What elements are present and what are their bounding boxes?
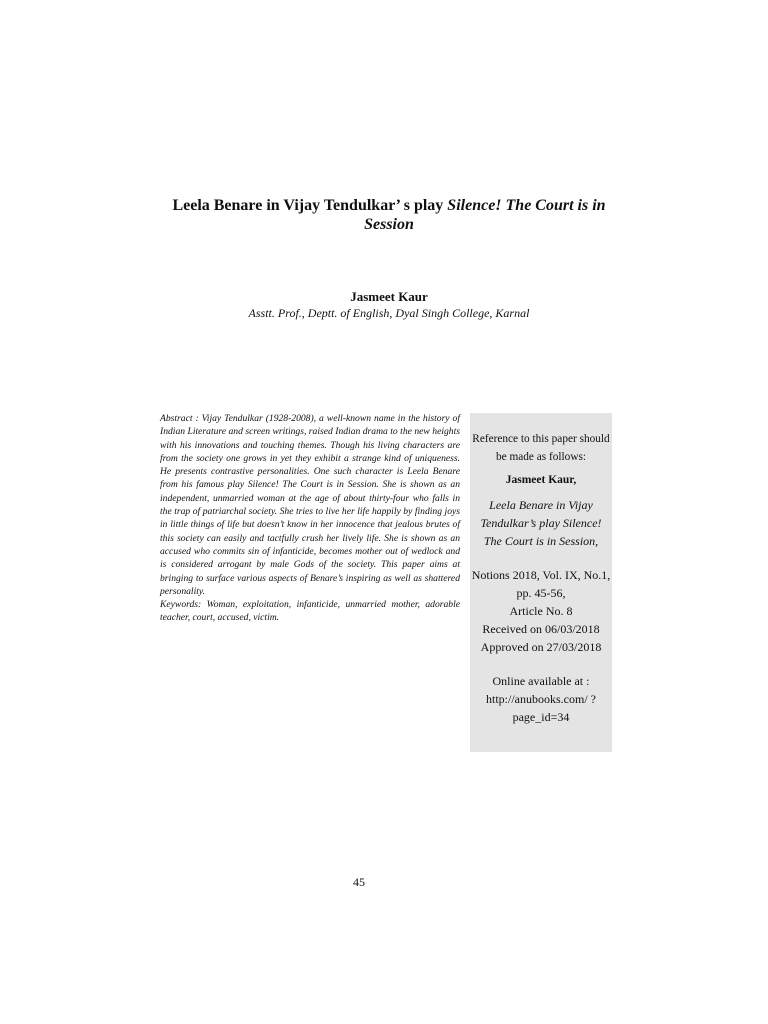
paper-title-italic: Silence! The Court is in Session: [364, 197, 606, 233]
paper-title-plain: Leela Benare in Vijay Tendulkar’ s play: [172, 197, 448, 214]
reference-online-label: Online available at :: [492, 674, 590, 688]
reference-title: Leela Benare in Vijay Tendulkar’s play Silence! The Court is in Session,: [480, 498, 602, 548]
reference-journal: Notions 2018, Vol. IX, No.1,: [471, 568, 611, 582]
reference-approved: Approved on 27/03/2018: [480, 640, 602, 654]
reference-pages: pp. 45-56,: [516, 586, 566, 600]
abstract: [160, 412, 460, 625]
page-number: 45: [353, 875, 365, 889]
reference-article: Article No. 8: [509, 604, 573, 618]
reference-online: [470, 672, 612, 726]
reference-author: Jasmeet Kaur,: [505, 474, 577, 486]
abstract-body: Abstract : Vijay Tendulkar (1928-2008), a well-known name in the history of Indian Literature and screen writings, raised Indian drama to the new heights with his innovations and touching themes. Though his living characters are from the society one grows in yet they exhibit a strange kind of uniqueness. He presents contrastive personalities. One such character is Leela Benare from his famous play Silence! The Court is in Session. She is shown as an independent, unmarried woman at the age of about thirty-four who falls in the trap of patriarchal society. She tries to live her life happily by finding joys in little things of life but doesn’t know in her innocence that jealous brutes of this society can easily and tactfully crush her lively life. She is shown as an accused who commits sin of infanticide, becomes mother out of wedlock and is considered arrogant by male Gods of the society. This paper aims at bringing to surface various aspects of Benare’s inspiring as well as shattered personality.: [160, 413, 460, 597]
reference-box: [470, 413, 612, 752]
reference-publication: [470, 566, 612, 656]
author-name: Jasmeet Kaur: [350, 289, 428, 304]
abstract-keywords: Keywords: Woman, exploitation, infanticide, unmarried mother, adorable teacher, court, accused, victim.: [160, 599, 460, 624]
author-affiliation: Asstt. Prof., Deptt. of English, Dyal Singh College, Karnal: [248, 306, 530, 320]
reference-url[interactable]: http://anubooks.com/ ?page_id=34: [486, 692, 596, 724]
paper-title: [150, 196, 628, 234]
reference-received: Received on 06/03/2018: [482, 622, 600, 636]
reference-intro: Reference to this paper should be made as follows:: [472, 433, 610, 463]
